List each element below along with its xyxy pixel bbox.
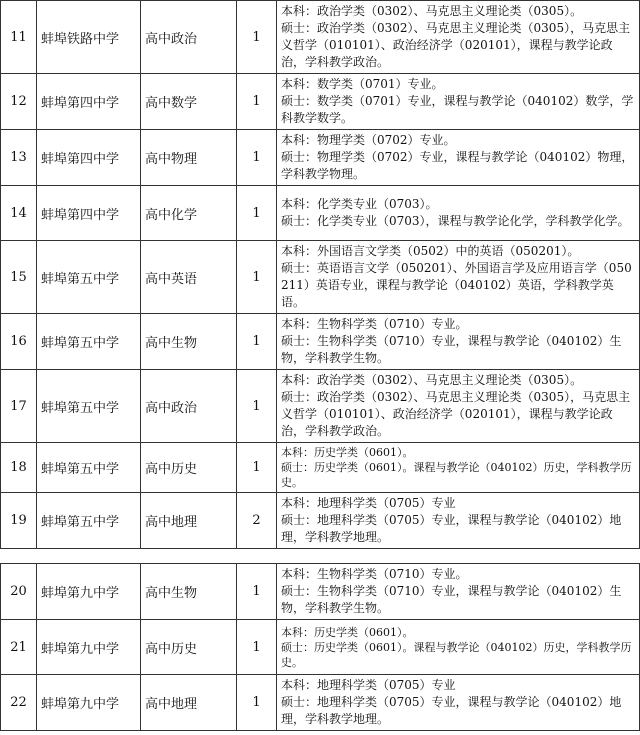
subject-name: 高中政治	[141, 370, 237, 443]
requirement-master: 硕士：物理学类（0702）专业，课程与教学论（040102）物理，学科教学物理。	[281, 150, 634, 181]
requirement-bachelor: 本科：历史学类（0601）。	[281, 625, 414, 639]
position-count: 1	[237, 130, 277, 186]
requirement-bachelor: 本科：化学类专业（0703）。	[281, 197, 438, 211]
position-count: 1	[237, 370, 277, 443]
requirement-master: 硕士：历史学类（0601）。课程与教学论（040102）历史，学科教学历史。	[281, 461, 632, 489]
table-row	[1, 675, 640, 731]
school-name: 蚌埠第五中学	[37, 443, 141, 493]
row-number: 18	[1, 443, 37, 493]
requirement-cell	[277, 443, 640, 493]
subject-name: 高中历史	[141, 443, 237, 493]
row-number: 21	[1, 620, 37, 675]
subject-name: 高中物理	[141, 130, 237, 186]
requirement-bachelor: 本科：历史学类（0601）。	[281, 446, 414, 459]
table-row	[1, 74, 640, 130]
school-name: 蚌埠第四中学	[37, 130, 141, 186]
requirement-cell	[277, 314, 640, 370]
table-gap	[0, 555, 640, 563]
school-name: 蚌埠第九中学	[37, 620, 141, 675]
school-name: 蚌埠第五中学	[37, 314, 141, 370]
position-count: 1	[237, 314, 277, 370]
requirement-bachelor: 本科：地理科学类（0705）专业	[281, 496, 456, 510]
school-name: 蚌埠第五中学	[37, 241, 141, 314]
table-row	[1, 186, 640, 241]
requirement-master: 硕士：数学类（0701）专业，课程与教学论（040102）数学，学科教学数学。	[281, 94, 634, 125]
requirement-master: 硕士：政治学类（0302）、马克思主义理论类（0305），马克思主义哲学（010101）、政治经济学（020101），课程与教学论政治，学科教学政治。	[281, 21, 631, 69]
table-row	[1, 314, 640, 370]
table-row	[1, 620, 640, 675]
school-name: 蚌埠第九中学	[37, 564, 141, 620]
school-name: 蚌埠第四中学	[37, 186, 141, 241]
requirement-cell	[277, 620, 640, 675]
requirement-cell	[277, 186, 640, 241]
requirement-cell	[277, 370, 640, 443]
table-row	[1, 1, 640, 74]
requirement-bachelor: 本科：外国语言文学类（0502）中的英语（050201）。	[281, 244, 580, 258]
subject-name: 高中数学	[141, 74, 237, 130]
row-number: 12	[1, 74, 37, 130]
recruitment-table-lower	[0, 563, 640, 731]
position-count: 1	[237, 186, 277, 241]
school-name: 蚌埠铁路中学	[37, 1, 141, 74]
row-number: 22	[1, 675, 37, 731]
subject-name: 高中地理	[141, 493, 237, 549]
requirement-master: 硕士：生物科学类（0710）专业，课程与教学论（040102）生物，学科教学生物。	[281, 334, 622, 365]
requirement-bachelor: 本科：生物科学类（0710）专业。	[281, 317, 468, 331]
row-number: 11	[1, 1, 37, 74]
position-count: 1	[237, 564, 277, 620]
row-number: 19	[1, 493, 37, 549]
requirement-cell	[277, 675, 640, 731]
requirement-cell	[277, 241, 640, 314]
position-count: 1	[237, 74, 277, 130]
table-row	[1, 241, 640, 314]
row-number: 15	[1, 241, 37, 314]
requirement-master: 硕士：地理科学类（0705）专业，课程与教学论（040102）地理，学科教学地理。	[281, 695, 622, 726]
position-count: 1	[237, 443, 277, 493]
position-count: 1	[237, 620, 277, 675]
requirement-bachelor: 本科：政治学类（0302）、马克思主义理论类（0305）。	[281, 373, 583, 387]
requirement-bachelor: 本科：生物科学类（0710）专业。	[281, 567, 468, 581]
position-count: 2	[237, 493, 277, 549]
subject-name: 高中政治	[141, 1, 237, 74]
subject-name: 高中地理	[141, 675, 237, 731]
school-name: 蚌埠第五中学	[37, 493, 141, 549]
requirement-master: 硕士：生物科学类（0710）专业，课程与教学论（040102）生物，学科教学生物。	[281, 584, 622, 615]
requirement-master: 硕士：政治学类（0302）、马克思主义理论类（0305），马克思主义哲学（010101）、政治经济学（020101），课程与教学论政治，学科教学政治。	[281, 390, 631, 438]
subject-name: 高中生物	[141, 314, 237, 370]
position-count: 1	[237, 1, 277, 74]
requirement-master: 硕士：英语语言文学（050201）、外国语言学及应用语言学（050211）英语专业，课程与教学论（040102）英语，学科教学英语。	[281, 261, 632, 309]
requirement-cell	[277, 130, 640, 186]
requirement-bachelor: 本科：政治学类（0302）、马克思主义理论类（0305）。	[281, 4, 583, 18]
school-name: 蚌埠第五中学	[37, 370, 141, 443]
table-row	[1, 493, 640, 549]
requirement-cell	[277, 74, 640, 130]
row-number: 16	[1, 314, 37, 370]
table-row	[1, 443, 640, 493]
subject-name: 高中生物	[141, 564, 237, 620]
table-row	[1, 130, 640, 186]
subject-name: 高中历史	[141, 620, 237, 675]
requirement-bachelor: 本科：地理科学类（0705）专业	[281, 678, 456, 692]
row-number: 20	[1, 564, 37, 620]
requirement-cell	[277, 564, 640, 620]
table-row	[1, 564, 640, 620]
row-number: 17	[1, 370, 37, 443]
requirement-cell	[277, 493, 640, 549]
requirement-bachelor: 本科：数学类（0701）专业。	[281, 77, 444, 91]
requirement-master: 硕士：地理科学类（0705）专业，课程与教学论（040102）地理，学科教学地理。	[281, 513, 622, 544]
position-count: 1	[237, 675, 277, 731]
requirement-bachelor: 本科：物理学类（0702）专业。	[281, 133, 456, 147]
row-number: 14	[1, 186, 37, 241]
school-name: 蚌埠第九中学	[37, 675, 141, 731]
position-count: 1	[237, 241, 277, 314]
row-number: 13	[1, 130, 37, 186]
requirement-master: 硕士：历史学类（0601）。课程与教学论（040102）历史，学科教学历史。	[281, 640, 632, 669]
school-name: 蚌埠第四中学	[37, 74, 141, 130]
subject-name: 高中化学	[141, 186, 237, 241]
requirement-cell	[277, 1, 640, 74]
table-row	[1, 370, 640, 443]
requirement-master: 硕士：化学类专业（0703），课程与教学论化学，学科教学化学。	[281, 214, 630, 228]
subject-name: 高中英语	[141, 241, 237, 314]
